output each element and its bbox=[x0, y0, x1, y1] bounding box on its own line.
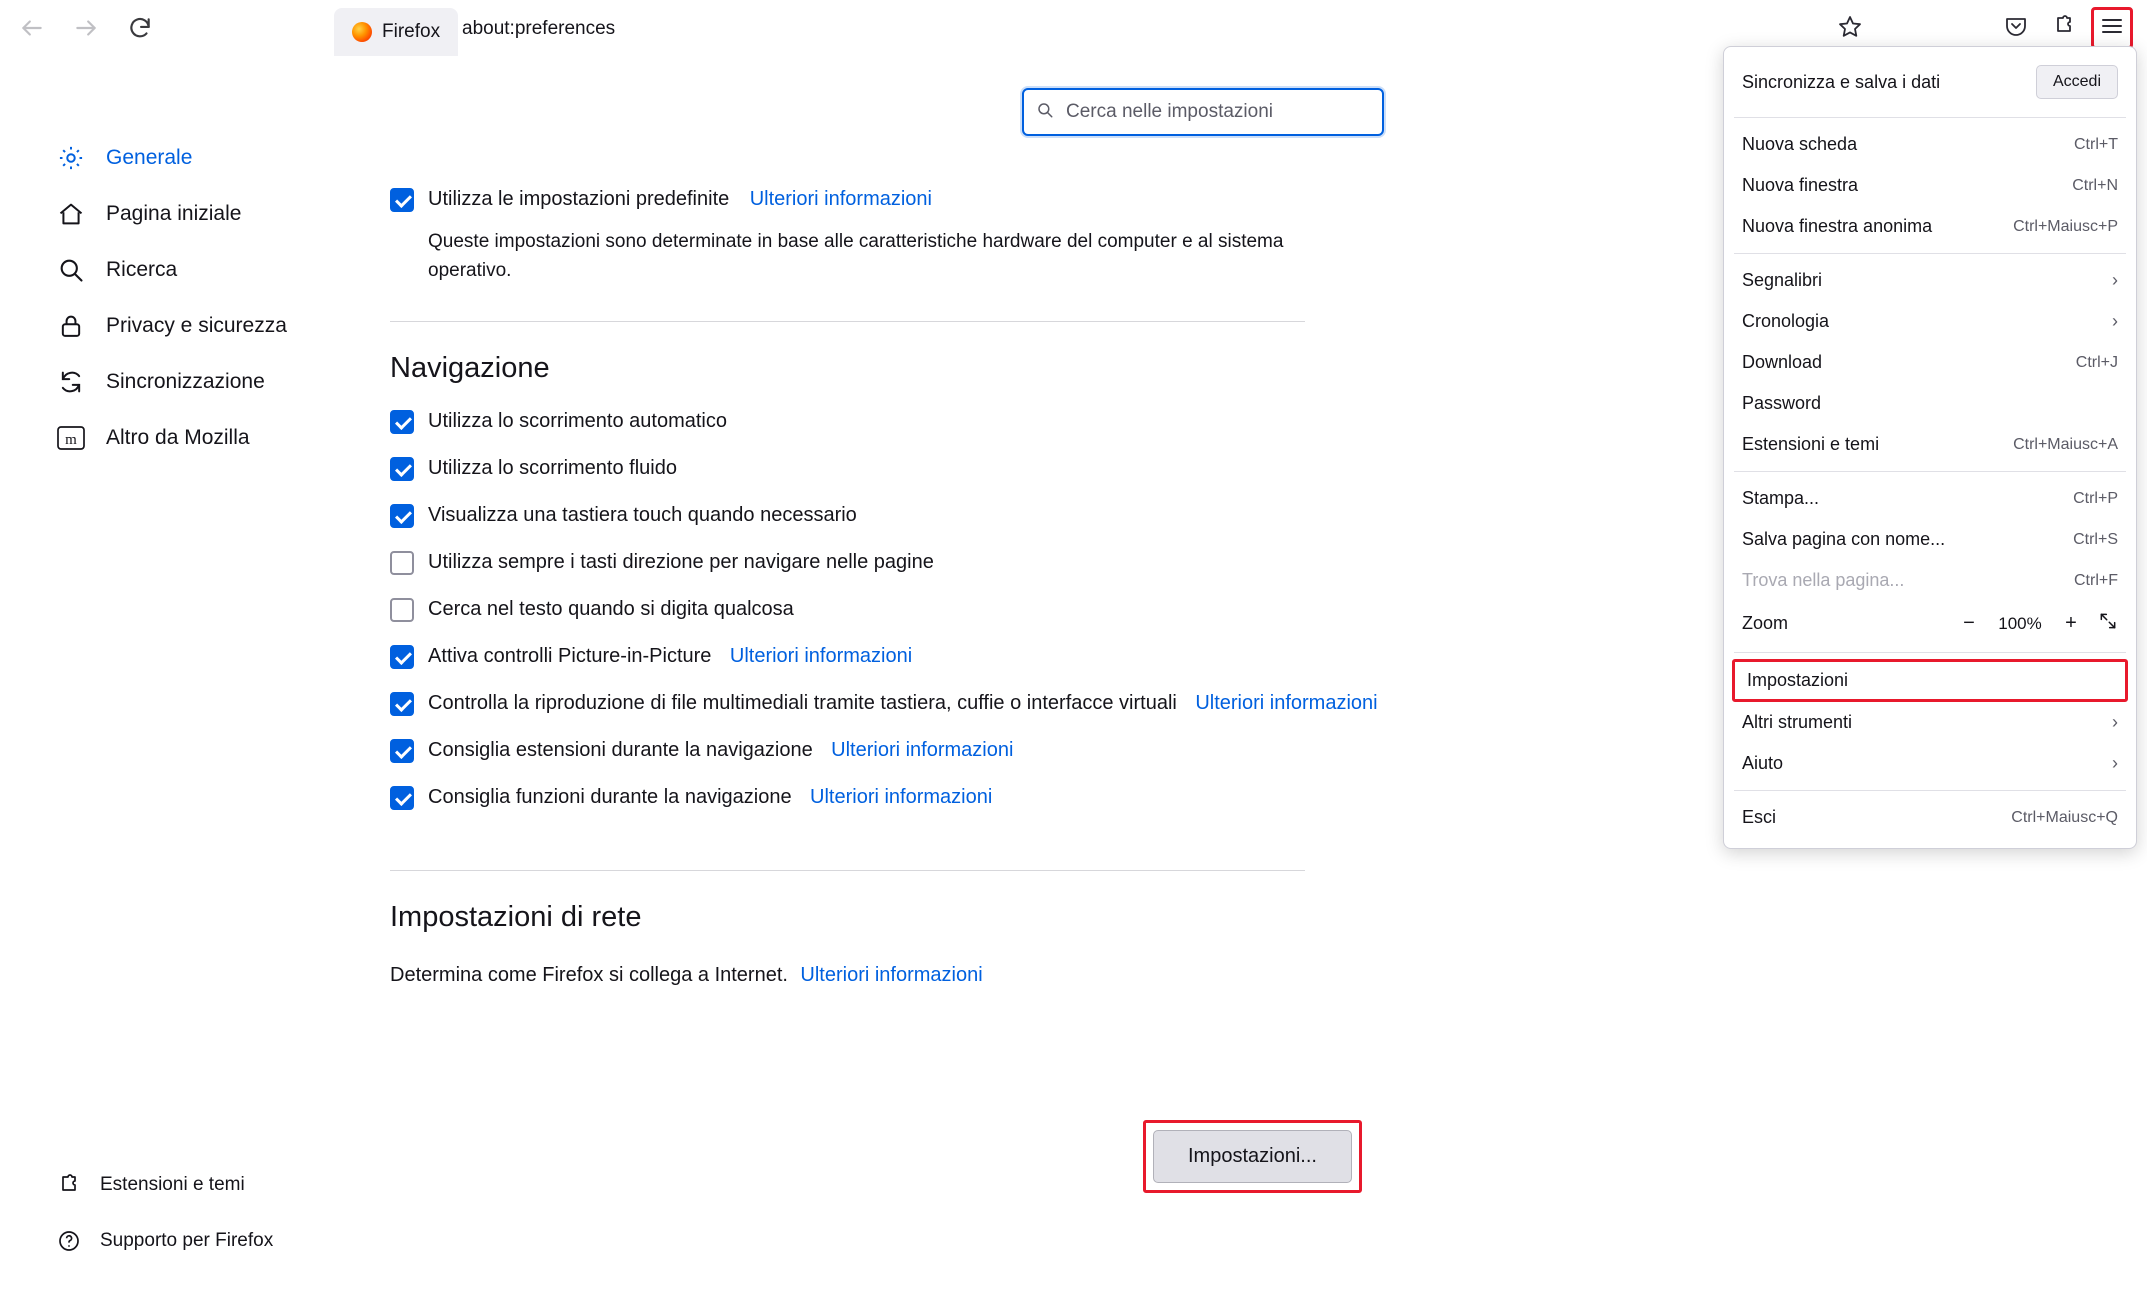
menu-item-segnalibri[interactable] bbox=[1724, 260, 2136, 301]
sidebar-item-label: Privacy e sicurezza bbox=[106, 314, 287, 337]
option-row-smooth-scroll bbox=[390, 454, 1410, 483]
menu-item-download[interactable] bbox=[1724, 342, 2136, 383]
app-menu-panel bbox=[1723, 46, 2137, 849]
divider bbox=[390, 321, 1305, 322]
menu-divider bbox=[1734, 253, 2126, 254]
sidebar-item-privacy-e-sicurezza[interactable] bbox=[0, 298, 330, 354]
menu-item-estensioni-e-temi[interactable] bbox=[1724, 424, 2136, 465]
sidebar-item-label: Pagina iniziale bbox=[106, 202, 242, 225]
option-row-touch-keyboard bbox=[390, 501, 1410, 530]
menu-item-shortcut: Ctrl+T bbox=[2074, 135, 2118, 153]
option-label: Utilizza lo scorrimento fluido bbox=[428, 457, 677, 479]
extensions-icon bbox=[2052, 14, 2076, 43]
option-row-autoscroll bbox=[390, 407, 1410, 436]
extensions-button[interactable] bbox=[2043, 7, 2085, 49]
media-control-checkbox[interactable] bbox=[390, 692, 414, 716]
zoom-out-button[interactable]: − bbox=[1963, 612, 1975, 634]
menu-item-altri-strumenti[interactable] bbox=[1724, 702, 2136, 743]
menu-divider bbox=[1734, 652, 2126, 653]
menu-item-label: Trova nella pagina... bbox=[1742, 570, 1905, 590]
chevron-right-icon: › bbox=[2112, 712, 2118, 732]
menu-item-nuova-finestra-anonima[interactable] bbox=[1724, 206, 2136, 247]
picture-in-picture-checkbox[interactable] bbox=[390, 645, 414, 669]
forward-arrow-icon bbox=[73, 15, 99, 41]
menu-item-zoom bbox=[1724, 601, 2136, 646]
learn-more-link[interactable]: Ulteriori informazioni bbox=[1195, 692, 1378, 714]
network-description: Determina come Firefox si collega a Internet. bbox=[390, 964, 788, 986]
fullscreen-icon[interactable] bbox=[2098, 611, 2118, 636]
performance-description: Queste impostazioni sono determinate in base alle caratteristiche hardware del computer e al sistema operativo. bbox=[428, 231, 1284, 281]
menu-item-salva-pagina-con-nome[interactable] bbox=[1724, 519, 2136, 560]
menu-item-label: Zoom bbox=[1742, 613, 1789, 633]
preferences-content bbox=[390, 185, 1410, 987]
menu-item-label: Password bbox=[1742, 393, 1822, 413]
recommend-features-checkbox[interactable] bbox=[390, 786, 414, 810]
firefox-logo-icon bbox=[352, 22, 372, 42]
back-arrow-icon bbox=[19, 15, 45, 41]
lock-icon bbox=[56, 311, 86, 341]
menu-item-shortcut: Ctrl+Maiusc+A bbox=[2013, 435, 2118, 453]
search-input[interactable] bbox=[1064, 100, 1370, 124]
option-label: Consiglia estensioni durante la navigazione bbox=[428, 739, 813, 761]
option-label: Utilizza lo scorrimento automatico bbox=[428, 410, 727, 432]
menu-item-label: Nuova finestra anonima bbox=[1742, 216, 1933, 236]
menu-item-nuova-finestra[interactable] bbox=[1724, 165, 2136, 206]
menu-item-stampa[interactable] bbox=[1724, 478, 2136, 519]
extensions-icon bbox=[56, 1172, 82, 1198]
preferences-sidebar bbox=[0, 130, 330, 466]
use-recommended-performance-checkbox[interactable] bbox=[390, 188, 414, 212]
menu-sync-title: Sincronizza e salva i dati bbox=[1742, 71, 1941, 92]
option-row-picture-in-picture bbox=[390, 642, 1410, 671]
option-label: Utilizza sempre i tasti direzione per navigare nelle pagine bbox=[428, 551, 934, 573]
network-section-title: Impostazioni di rete bbox=[390, 901, 642, 933]
menu-divider bbox=[1734, 117, 2126, 118]
sidebar-item-label: Altro da Mozilla bbox=[106, 426, 250, 449]
browser-tab[interactable] bbox=[334, 8, 458, 56]
menu-item-label: Stampa... bbox=[1742, 488, 1820, 508]
save-to-pocket-icon bbox=[2004, 14, 2028, 43]
sidebar-bottom-label: Supporto per Firefox bbox=[100, 1230, 274, 1251]
sidebar-item-supporto-per-firefox[interactable] bbox=[0, 1213, 330, 1269]
menu-item-label: Segnalibri bbox=[1742, 270, 1823, 290]
search-while-typing-checkbox[interactable] bbox=[390, 598, 414, 622]
menu-item-label: Nuova finestra bbox=[1742, 175, 1859, 195]
bookmark-button[interactable] bbox=[1829, 7, 1871, 49]
pocket-button[interactable] bbox=[1995, 7, 2037, 49]
option-label: Consiglia funzioni durante la navigazione bbox=[428, 786, 792, 808]
network-settings-highlight bbox=[1143, 1120, 1362, 1193]
smooth-scroll-checkbox[interactable] bbox=[390, 457, 414, 481]
mozilla-icon bbox=[56, 423, 86, 453]
menu-item-trova-nella-pagina bbox=[1724, 560, 2136, 601]
tab-strip bbox=[334, 0, 458, 56]
recommend-extensions-checkbox[interactable] bbox=[390, 739, 414, 763]
sidebar-item-label: Generale bbox=[106, 146, 193, 169]
chevron-right-icon: › bbox=[2112, 753, 2118, 773]
autoscroll-checkbox[interactable] bbox=[390, 410, 414, 434]
reload-icon bbox=[127, 15, 153, 41]
search-icon bbox=[56, 255, 86, 285]
sidebar-item-generale[interactable] bbox=[0, 130, 330, 186]
menu-item-label: Download bbox=[1742, 352, 1823, 372]
star-icon bbox=[1838, 14, 1862, 43]
zoom-level-value: 100% bbox=[1998, 613, 2042, 633]
zoom-controls bbox=[1958, 611, 2118, 636]
sidebar-item-pagina-iniziale[interactable] bbox=[0, 186, 330, 242]
menu-item-aiuto[interactable] bbox=[1724, 743, 2136, 784]
sidebar-bottom-links bbox=[0, 1157, 330, 1269]
option-row-media-control bbox=[390, 689, 1410, 718]
app-menu-icon bbox=[2100, 14, 2124, 43]
menu-sync-row bbox=[1724, 55, 2136, 111]
network-settings-button[interactable]: Impostazioni... bbox=[1153, 1130, 1352, 1183]
app-menu-button[interactable] bbox=[2091, 7, 2133, 49]
learn-more-link[interactable]: Ulteriori informazioni bbox=[810, 786, 993, 808]
caret-browsing-checkbox[interactable] bbox=[390, 551, 414, 575]
sidebar-item-ricerca[interactable] bbox=[0, 242, 330, 298]
menu-item-nuova-scheda[interactable] bbox=[1724, 124, 2136, 165]
menu-item-label: Salva pagina con nome... bbox=[1742, 529, 1946, 549]
option-row-caret-browsing bbox=[390, 548, 1410, 577]
learn-more-link[interactable]: Ulteriori informazioni bbox=[831, 739, 1014, 761]
menu-divider bbox=[1734, 471, 2126, 472]
menu-item-impostazioni[interactable] bbox=[1732, 659, 2128, 702]
reload-button[interactable] bbox=[118, 6, 162, 50]
back-button[interactable] bbox=[10, 6, 54, 50]
menu-item-cronologia[interactable] bbox=[1724, 301, 2136, 342]
checkbox-label: Utilizza le impostazioni predefinite bbox=[428, 188, 730, 210]
menu-item-esci[interactable] bbox=[1724, 797, 2136, 838]
option-row-recommend-features bbox=[390, 783, 1410, 812]
option-row-search-while-typing bbox=[390, 595, 1410, 624]
chevron-right-icon: › bbox=[2112, 270, 2118, 290]
menu-item-label: Impostazioni bbox=[1747, 670, 1849, 690]
svg-text:m: m bbox=[65, 432, 77, 448]
help-icon bbox=[56, 1228, 82, 1254]
menu-divider bbox=[1734, 790, 2126, 791]
option-row-recommend-extensions bbox=[390, 736, 1410, 765]
menu-item-label: Aiuto bbox=[1742, 753, 1784, 773]
sidebar-item-label: Sincronizzazione bbox=[106, 370, 265, 393]
divider bbox=[390, 870, 1305, 871]
menu-item-shortcut: Ctrl+P bbox=[2073, 489, 2118, 507]
option-label: Cerca nel testo quando si digita qualcosa bbox=[428, 598, 794, 620]
menu-item-label: Estensioni e temi bbox=[1742, 434, 1880, 454]
menu-item-label: Nuova scheda bbox=[1742, 134, 1858, 154]
menu-item-label: Cronologia bbox=[1742, 311, 1830, 331]
menu-item-shortcut: Ctrl+Maiusc+P bbox=[2013, 217, 2118, 235]
sync-icon bbox=[56, 367, 86, 397]
touch-keyboard-checkbox[interactable] bbox=[390, 504, 414, 528]
option-label: Controlla la riproduzione di file multimediali tramite tastiera, cuffie o interfacce virtuali bbox=[428, 692, 1177, 714]
search-icon bbox=[1036, 101, 1054, 124]
forward-button[interactable] bbox=[64, 6, 108, 50]
address-bar-url[interactable]: about:preferences bbox=[462, 18, 616, 39]
learn-more-link[interactable]: Ulteriori informazioni bbox=[749, 188, 932, 210]
menu-item-shortcut: Ctrl+S bbox=[2073, 530, 2118, 548]
sidebar-item-altro-da-mozilla[interactable] bbox=[0, 410, 330, 466]
learn-more-link[interactable]: Ulteriori informazioni bbox=[800, 964, 983, 986]
menu-item-shortcut: Ctrl+F bbox=[2074, 571, 2118, 589]
tab-label: Firefox bbox=[382, 21, 441, 42]
home-icon bbox=[56, 199, 86, 229]
browsing-section-title: Navigazione bbox=[390, 352, 550, 384]
learn-more-link[interactable]: Ulteriori informazioni bbox=[729, 645, 913, 667]
gear-icon bbox=[56, 143, 86, 173]
menu-item-shortcut: Ctrl+J bbox=[2075, 353, 2118, 371]
sidebar-item-sincronizzazione[interactable] bbox=[0, 354, 330, 410]
settings-search bbox=[1022, 88, 1384, 136]
option-label: Attiva controlli Picture-in-Picture bbox=[428, 645, 712, 667]
menu-item-password[interactable] bbox=[1724, 383, 2136, 424]
chevron-right-icon: › bbox=[2112, 311, 2118, 331]
performance-default-setting-row bbox=[390, 185, 1410, 214]
menu-item-shortcut: Ctrl+Maiusc+Q bbox=[2011, 808, 2118, 826]
sidebar-item-label: Ricerca bbox=[106, 258, 178, 281]
sidebar-bottom-label: Estensioni e temi bbox=[100, 1174, 245, 1195]
menu-item-label: Altri strumenti bbox=[1742, 712, 1853, 732]
menu-item-label: Esci bbox=[1742, 807, 1777, 827]
sign-in-button[interactable]: Accedi bbox=[2036, 65, 2118, 99]
option-label: Visualizza una tastiera touch quando necessario bbox=[428, 504, 857, 526]
zoom-in-button[interactable]: + bbox=[2065, 612, 2077, 634]
sidebar-item-estensioni-e-temi[interactable] bbox=[0, 1157, 330, 1213]
menu-item-shortcut: Ctrl+N bbox=[2072, 176, 2118, 194]
search-box[interactable] bbox=[1022, 88, 1384, 136]
